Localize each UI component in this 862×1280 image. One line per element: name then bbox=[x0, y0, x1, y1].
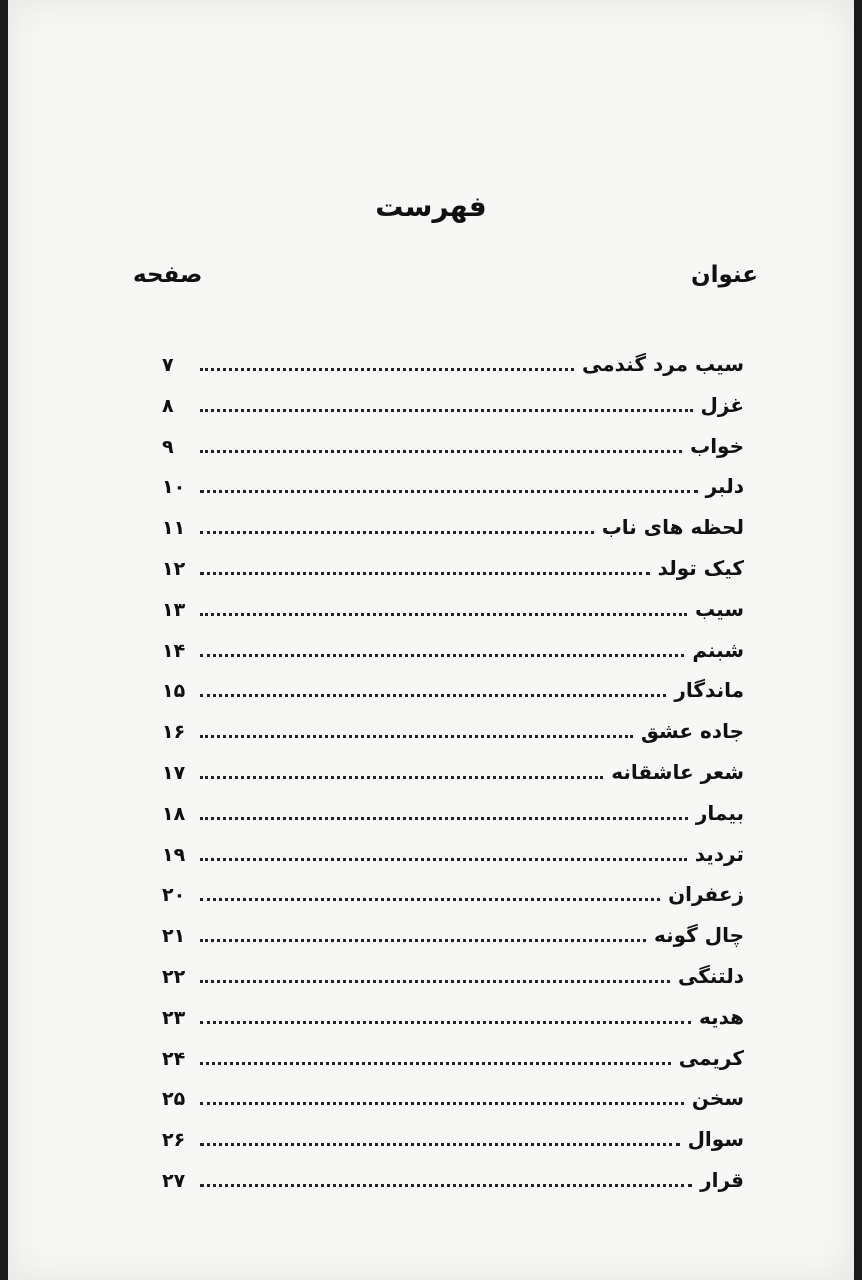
toc-entry bbox=[162, 1086, 744, 1127]
toc-entry-title: سیب bbox=[694, 596, 744, 621]
toc-entry-page: ۱۶ bbox=[162, 721, 186, 744]
dot-leader bbox=[200, 1101, 684, 1105]
toc-entry bbox=[162, 1005, 744, 1046]
toc-entry-page: ۷ bbox=[162, 354, 174, 376]
toc-entry-title: دلبر bbox=[705, 474, 744, 499]
toc-entry bbox=[162, 1046, 744, 1087]
toc-entry-title: غزل bbox=[700, 392, 744, 417]
toc-entry bbox=[162, 842, 744, 883]
toc-entry bbox=[162, 678, 744, 719]
dot-leader bbox=[200, 693, 666, 697]
toc-entry-title: هدیه bbox=[698, 1004, 744, 1029]
toc-entry bbox=[162, 352, 744, 393]
toc-entry bbox=[162, 760, 744, 801]
toc-entry-page: ۲۲ bbox=[162, 965, 186, 988]
book-page bbox=[8, 0, 854, 1280]
toc-entry-title: چال گونه bbox=[653, 923, 744, 948]
dot-leader bbox=[200, 449, 682, 453]
toc-entry bbox=[162, 923, 744, 964]
toc-entry bbox=[162, 719, 744, 760]
toc-entry-page: ۱۹ bbox=[162, 843, 186, 866]
toc-entry-title: قرار bbox=[700, 1167, 744, 1192]
toc-entry-page: ۲۷ bbox=[162, 1169, 186, 1192]
dot-leader bbox=[200, 1142, 680, 1146]
toc-entry-page: ۲۴ bbox=[162, 1047, 186, 1070]
toc-entry-page: ۲۶ bbox=[162, 1129, 186, 1152]
table-of-contents bbox=[162, 352, 744, 1209]
toc-entry bbox=[162, 801, 744, 842]
toc-entry bbox=[162, 882, 744, 923]
dot-leader bbox=[200, 653, 684, 657]
toc-entry-title: لحظه های ناب bbox=[601, 515, 744, 540]
toc-entry-title: سیب مرد گندمی bbox=[582, 352, 744, 376]
toc-entry bbox=[162, 1168, 744, 1209]
dot-leader bbox=[200, 571, 650, 575]
toc-entry bbox=[162, 964, 744, 1005]
toc-entry-title: خواب bbox=[690, 433, 744, 458]
toc-entry-title: زعفران bbox=[668, 882, 744, 907]
dot-leader bbox=[200, 1183, 692, 1187]
toc-entry-page: ۲۳ bbox=[162, 1006, 186, 1029]
toc-entry-page: ۱۰ bbox=[162, 476, 186, 499]
toc-entry-page: ۲۰ bbox=[162, 884, 186, 907]
dot-leader bbox=[200, 1061, 671, 1065]
toc-entry-page: ۲۱ bbox=[162, 925, 186, 948]
dot-leader bbox=[200, 734, 633, 738]
toc-entry-page: ۸ bbox=[162, 394, 174, 417]
toc-entry-page: ۱۷ bbox=[162, 761, 186, 784]
toc-entry-title: بیمار bbox=[695, 800, 744, 825]
dot-leader bbox=[200, 775, 603, 779]
toc-entry bbox=[162, 434, 744, 475]
toc-entry-page: ۱۸ bbox=[162, 802, 186, 825]
toc-entry-title: جاده عشق bbox=[641, 719, 744, 744]
toc-entry-page: ۲۵ bbox=[162, 1088, 186, 1111]
toc-entry-title: سوال bbox=[687, 1127, 744, 1152]
dot-leader bbox=[200, 897, 660, 901]
toc-entry-title: دلتنگی bbox=[678, 963, 744, 988]
dot-leader bbox=[200, 530, 594, 534]
toc-entry-page: ۹ bbox=[162, 435, 174, 458]
dot-leader bbox=[200, 857, 687, 861]
toc-entry bbox=[162, 474, 744, 515]
toc-entry-page: ۱۱ bbox=[162, 517, 186, 540]
toc-entry-title: شبنم bbox=[692, 637, 744, 662]
toc-entry bbox=[162, 638, 744, 679]
dot-leader bbox=[200, 367, 574, 371]
dot-leader bbox=[200, 816, 688, 820]
toc-entry-page: ۱۴ bbox=[162, 639, 186, 662]
toc-entry-title: شعر عاشقانه bbox=[611, 759, 744, 784]
dot-leader bbox=[200, 612, 687, 616]
toc-entry bbox=[162, 597, 744, 638]
dot-leader bbox=[200, 1020, 691, 1024]
toc-entry-page: ۱۲ bbox=[162, 557, 186, 580]
toc-entry bbox=[162, 515, 744, 556]
toc-entry-title: ماندگار bbox=[674, 678, 744, 703]
toc-entry-title: کریمی bbox=[678, 1045, 744, 1070]
toc-entry-title: کیک تولد bbox=[657, 555, 744, 580]
dot-leader bbox=[200, 408, 693, 412]
toc-entry-title: تردید bbox=[694, 841, 744, 866]
page-title: فهرست bbox=[375, 190, 487, 223]
dot-leader bbox=[200, 979, 670, 983]
dot-leader bbox=[200, 938, 646, 942]
toc-entry bbox=[162, 556, 744, 597]
toc-entry bbox=[162, 393, 744, 434]
toc-entry bbox=[162, 1127, 744, 1168]
toc-entry-page: ۱۳ bbox=[162, 598, 186, 621]
toc-entry-page: ۱۵ bbox=[162, 680, 186, 703]
toc-entry-title: سخن bbox=[691, 1086, 744, 1111]
dot-leader bbox=[200, 489, 698, 493]
column-header-page: صفحه bbox=[133, 262, 203, 288]
column-header-title: عنوان bbox=[690, 262, 758, 288]
